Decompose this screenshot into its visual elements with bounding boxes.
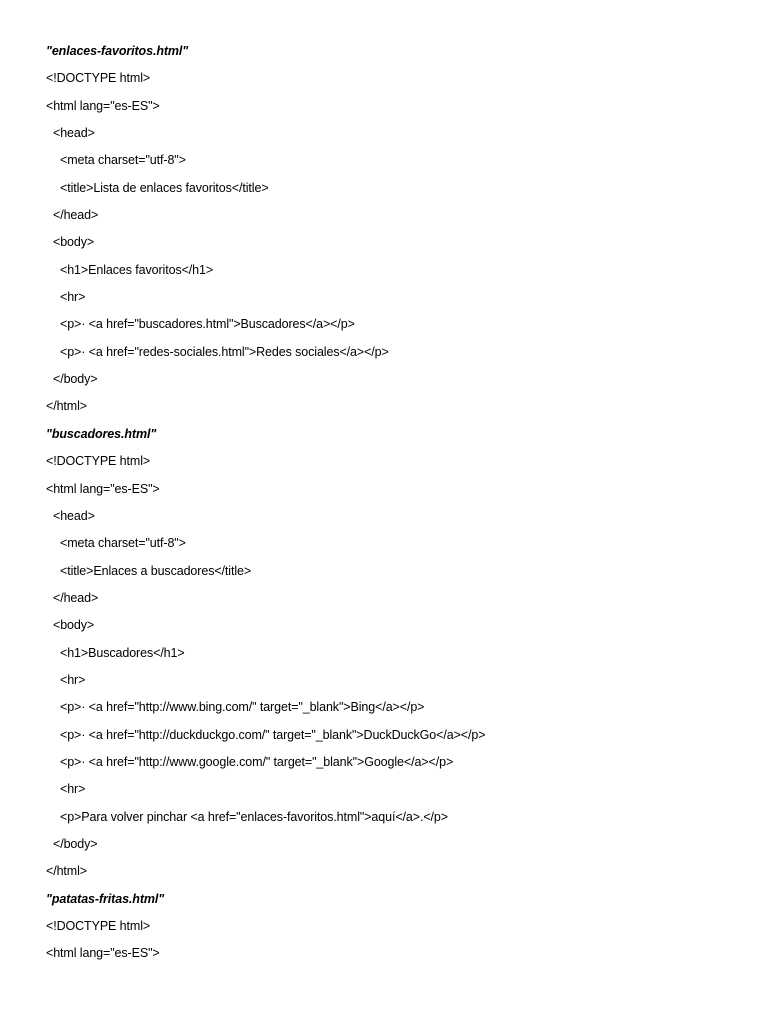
file-name-heading: "patatas-fritas.html" xyxy=(46,891,165,906)
code-line: <html lang="es-ES"> xyxy=(46,481,160,496)
code-line: </html> xyxy=(46,399,87,414)
code-line: <p>· <a href="redes-sociales.html">Redes sociales</a></p> xyxy=(60,344,389,359)
code-line: <h1>Enlaces favoritos</h1> xyxy=(60,262,214,277)
file-name-heading: "enlaces-favoritos.html" xyxy=(46,44,189,58)
code-line: <hr> xyxy=(60,290,86,305)
code-line: <!DOCTYPE html> xyxy=(46,454,151,469)
code-line: <hr> xyxy=(60,672,86,687)
code-line: <p>Para volver pinchar <a href="enlaces-favoritos.html">aquí</a>.</p> xyxy=(60,809,448,824)
code-line: <html lang="es-ES"> xyxy=(46,946,160,961)
code-line: <meta charset="utf-8"> xyxy=(60,153,186,168)
code-line: <head> xyxy=(53,126,95,141)
code-line: <html lang="es-ES"> xyxy=(46,98,160,113)
code-line: </body> xyxy=(53,836,98,851)
code-line: <p>· <a href="buscadores.html">Buscadores</a></p> xyxy=(60,317,355,332)
code-line: <h1>Buscadores</h1> xyxy=(60,645,185,660)
code-line: <meta charset="utf-8"> xyxy=(60,536,186,551)
code-line: <p>· <a href="http://www.bing.com/" target="_blank">Bing</a></p> xyxy=(60,700,425,715)
code-line: </body> xyxy=(53,372,98,387)
code-line: <title>Lista de enlaces favoritos</title> xyxy=(60,180,269,195)
code-line: <!DOCTYPE html> xyxy=(46,919,151,933)
document-body xyxy=(46,42,746,972)
code-line: <body> xyxy=(53,235,95,250)
code-line: </html> xyxy=(46,864,87,879)
code-line: <p>· <a href="http://www.google.com/" target="_blank">Google</a></p> xyxy=(60,754,454,769)
code-line: <hr> xyxy=(60,782,86,797)
code-line: <body> xyxy=(53,618,95,633)
code-line: <p>· <a href="http://duckduckgo.com/" target="_blank">DuckDuckGo</a></p> xyxy=(60,727,486,742)
code-line: </head> xyxy=(53,208,99,223)
code-line: </head> xyxy=(53,590,99,605)
code-line: <head> xyxy=(53,508,95,523)
file-name-heading: "buscadores.html" xyxy=(46,426,157,441)
code-line: <!DOCTYPE html> xyxy=(46,71,151,86)
code-line: <title>Enlaces a buscadores</title> xyxy=(60,563,252,578)
